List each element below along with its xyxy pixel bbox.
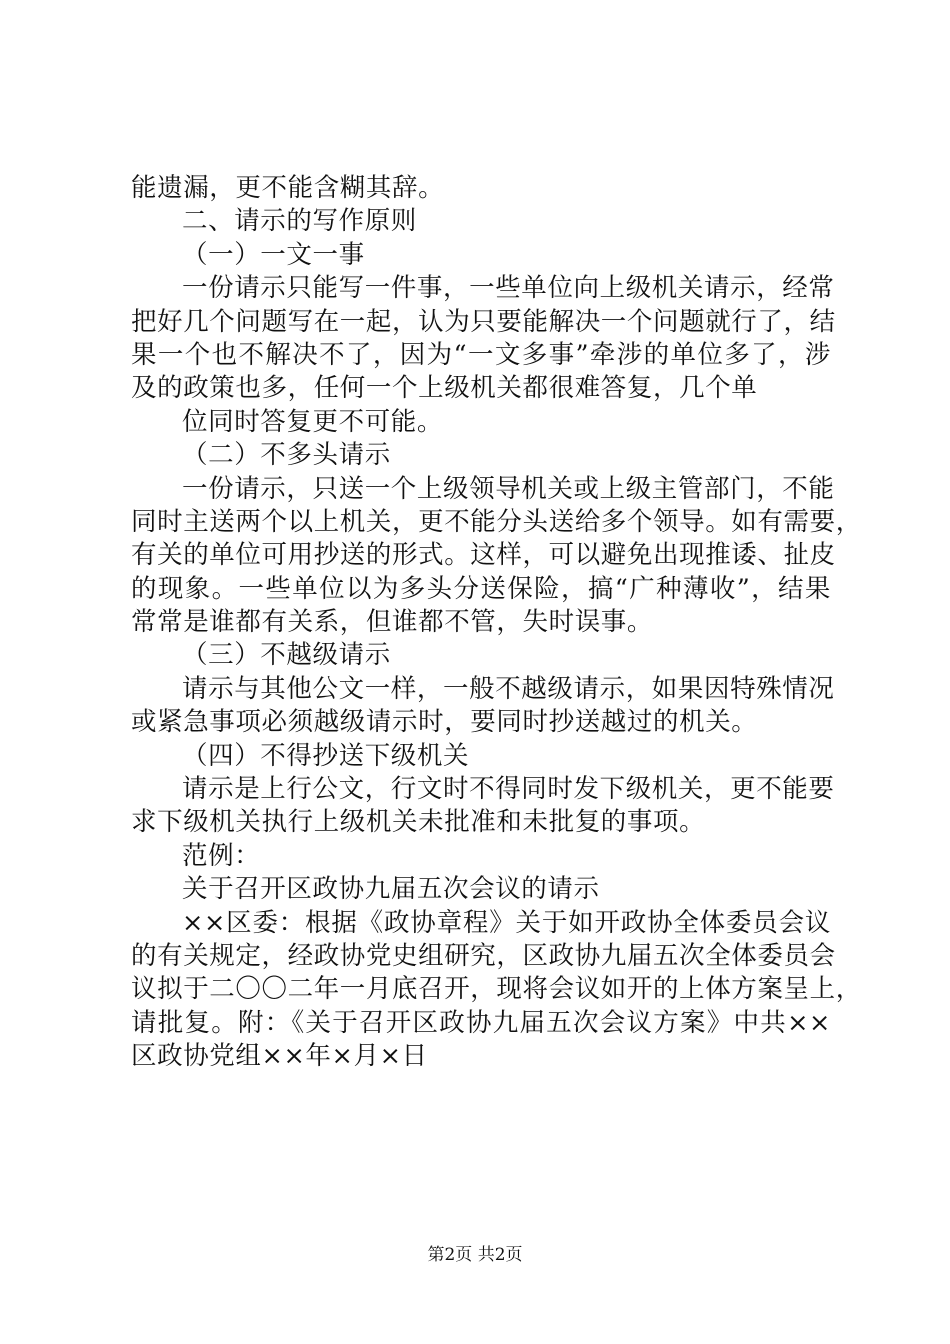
text-line: 同时主送两个以上机关，更不能分头送给多个领导。如有需要， <box>131 506 862 537</box>
text-line: 范例： <box>182 840 261 871</box>
text-line: 二、请示的写作原则 <box>182 206 417 237</box>
text-line: 的现象。一些单位以为多头分送保险，搞“广种薄收”，结果 <box>131 573 831 604</box>
text-line: 请批复。附：《关于召开区政协九届五次会议方案》中共×× <box>131 1007 831 1038</box>
text-line: 关于召开区政协九届五次会议的请示 <box>182 874 600 905</box>
text-line: ××区委：根据《政协章程》关于如开政协全体委员会议 <box>182 907 831 938</box>
text-line: 把好几个问题写在一起，认为只要能解决一个问题就行了，结 <box>131 306 836 337</box>
text-line: 及的政策也多，任何一个上级机关都很难答复，几个单 <box>131 373 758 404</box>
page-number: 第2页 共2页 <box>427 1245 523 1265</box>
text-line: 果一个也不解决不了，因为“一文多事”牵涉的单位多了，涉 <box>131 339 831 370</box>
text-line: 一份请示，只送一个上级领导机关或上级主管部门，不能 <box>182 473 835 504</box>
text-line: 区政协党组××年×月×日 <box>131 1041 428 1072</box>
text-line: （三）不越级请示 <box>182 640 391 671</box>
text-line: 一份请示只能写一件事，一些单位向上级机关请示，经常 <box>182 273 835 304</box>
text-line: （一）一文一事 <box>182 239 365 270</box>
text-line: （二）不多头请示 <box>182 440 391 471</box>
text-line: 请示是上行公文，行文时不得同时发下级机关，更不能要 <box>182 774 835 805</box>
text-line: 常常是谁都有关系，但谁都不管，失时误事。 <box>131 607 654 638</box>
text-line: （四）不得抄送下级机关 <box>182 740 470 771</box>
text-line: 的有关规定，经政协党史组研究，区政协九届五次全体委员会 <box>131 940 836 971</box>
text-line: 能遗漏，更不能含糊其辞。 <box>131 173 445 203</box>
text-line: 求下级机关执行上级机关未批准和未批复的事项。 <box>131 807 706 838</box>
page-footer <box>0 1244 950 1266</box>
text-line: 位同时答复更不可能。 <box>182 406 444 437</box>
text-line: 议拟于二〇〇二年一月底召开，现将会议如开的上体方案呈上， <box>131 974 862 1005</box>
text-line: 请示与其他公文一样，一般不越级请示，如果因特殊情况 <box>182 673 835 704</box>
document-body <box>131 172 862 1074</box>
text-line: 或紧急事项必须越级请示时，要同时抄送越过的机关。 <box>131 707 758 738</box>
text-line: 有关的单位可用抄送的形式。这样，可以避免出现推诿、扯皮 <box>131 540 836 571</box>
